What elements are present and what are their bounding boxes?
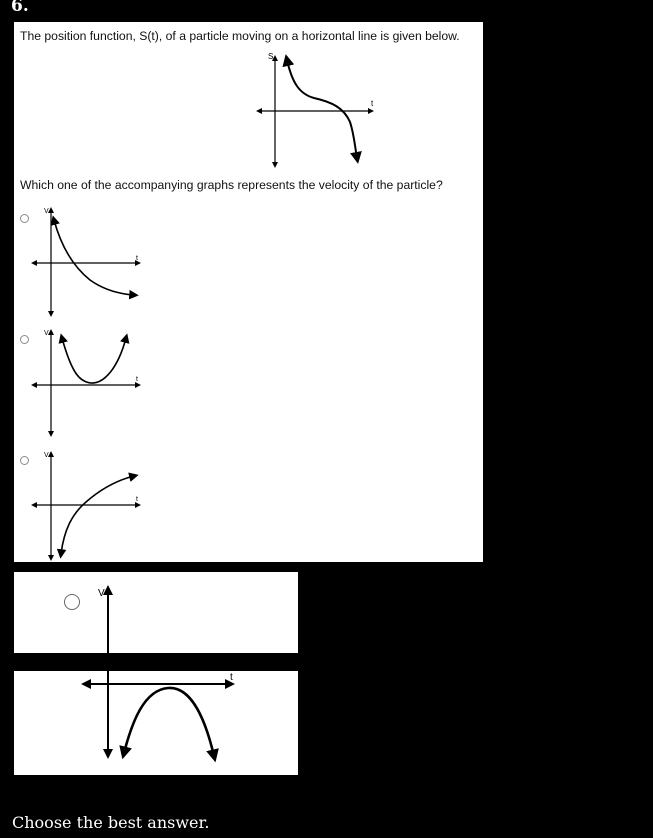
option-a-graph: [14, 202, 483, 322]
option-b-curve: [62, 338, 126, 383]
option-b-graph: [14, 324, 483, 444]
option-d-curve: [124, 688, 214, 756]
question-prompt: The position function, S(t), of a particle moving on a horizontal line is given below.: [20, 29, 460, 43]
option-c-y-label: V: [44, 452, 49, 459]
position-y-label: S: [268, 52, 274, 61]
option-a-curve: [54, 220, 134, 295]
question-subprompt: Which one of the accompanying graphs represents the velocity of the particle?: [20, 178, 443, 192]
option-c-graph: [14, 446, 483, 576]
option-a-x-label: t: [136, 255, 138, 262]
question-card: [14, 22, 483, 562]
option-c-curve: [61, 476, 134, 554]
position-curve: [287, 60, 357, 158]
option-d-y-label: V: [98, 588, 105, 599]
option-d-card: [14, 572, 298, 775]
option-b-x-label: t: [136, 376, 138, 383]
instruction-text: Choose the best answer.: [12, 813, 210, 832]
option-c-x-label: t: [136, 496, 138, 503]
position-graph: [14, 22, 483, 182]
question-number: 6.: [11, 0, 29, 16]
option-b-y-label: V: [44, 330, 49, 337]
overlay-band: [12, 653, 298, 671]
option-a-y-label: V: [44, 208, 49, 215]
option-d-graph: [14, 572, 298, 775]
position-x-label: t: [371, 99, 374, 108]
option-d-x-label: t: [230, 672, 233, 683]
